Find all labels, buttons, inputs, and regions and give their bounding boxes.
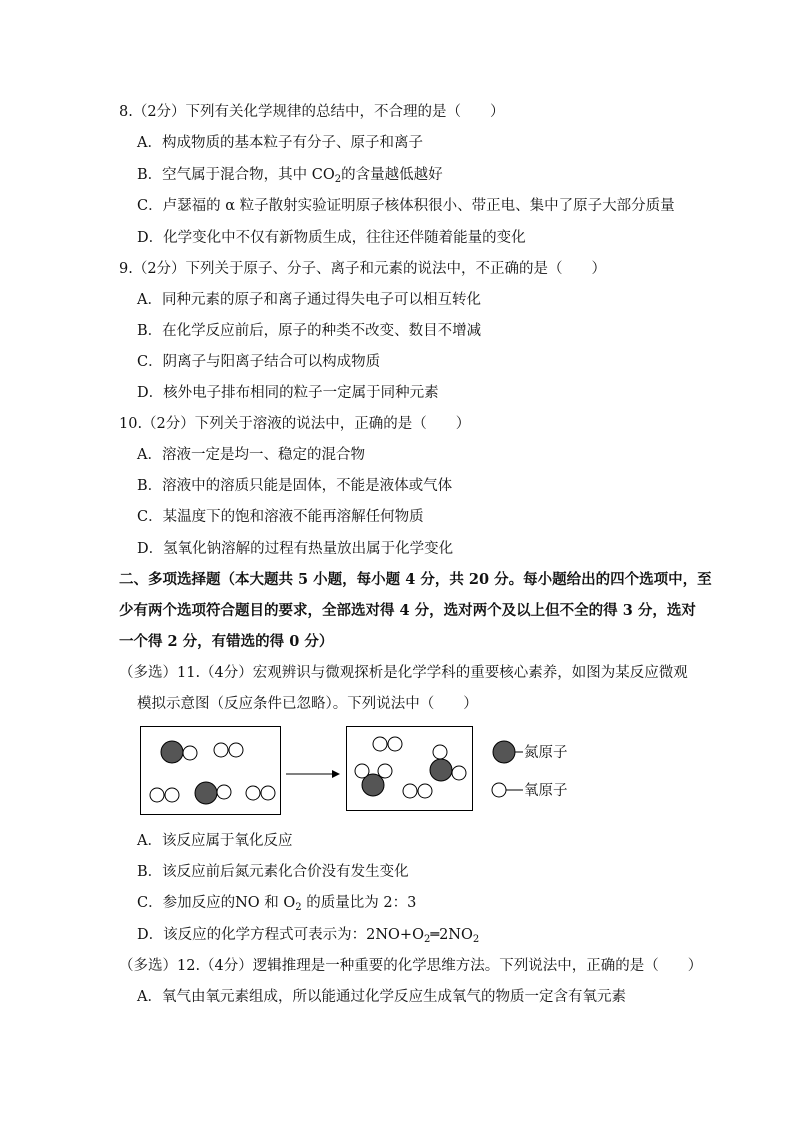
legend-nitrogen <box>493 741 568 763</box>
q8-option-a: A．构成物质的基本粒子有分子、原子和离子 <box>137 135 423 151</box>
reactant-o2-molecule <box>246 786 275 800</box>
oxygen-atom <box>433 745 447 759</box>
q10-option-a: A．溶液一定是均一、稳定的混合物 <box>137 447 365 463</box>
nitrogen-atom <box>195 782 217 804</box>
oxygen-atom <box>452 766 466 780</box>
oxygen-atom <box>403 784 417 798</box>
product-no2-molecule <box>355 764 392 796</box>
legend-oxygen-label: 氧原子 <box>524 783 568 799</box>
section-header-line-2: 少有两个选项符合题目的要求，全部选对得 4 分，选对两个及以上但不全的得 3 分，选对 <box>119 602 696 619</box>
q9-option-a: A．同种元素的原子和离子通过得失电子可以相互转化 <box>137 292 481 308</box>
oxygen-atom <box>418 784 432 798</box>
oxygen-atom <box>165 788 179 802</box>
q8-option-b: B．空气属于混合物，其中 $CO_2$的含量越低越好 <box>137 167 443 185</box>
reaction-diagram <box>140 726 580 822</box>
oxygen-atom <box>388 737 402 751</box>
q11-stem-line-1: （多选）11.（4分）宏观辨识与微观探析是化学学科的重要核心素养，如图为某反应微观 <box>119 665 688 681</box>
q9-stem: 9.（2分）下列关于原子、分子、离子和元素的说法中，不正确的是（ ） <box>119 261 607 277</box>
nitrogen-atom <box>430 759 452 781</box>
oxygen-atom <box>373 737 387 751</box>
nitrogen-atom <box>161 741 183 763</box>
product-o2-molecule <box>403 784 432 798</box>
q11-stem-line-2: 模拟示意图（反应条件已忽略）。下列说法中（ ） <box>137 696 478 712</box>
reactant-o2-molecule <box>150 788 179 802</box>
product-o2-molecule <box>373 737 402 751</box>
q12-stem: （多选）12.（4分）逻辑推理是一种重要的化学思维方法。下列说法中，正确的是（ ） <box>119 958 703 974</box>
oxygen-legend-icon <box>492 783 506 797</box>
product-no2-molecule <box>430 745 466 781</box>
oxygen-atom <box>214 743 228 757</box>
q11-option-c: C．参加反应的NO 和 $O_2$ 的质量比为 2：3 <box>137 895 417 913</box>
section-header-line-1: 二、多项选择题（本大题共 5 小题，每小题 4 分，共 20 分。每小题给出的四个选项中，至 <box>119 571 712 588</box>
reaction-arrow-icon <box>286 770 340 778</box>
oxygen-atom <box>217 785 231 799</box>
q12-option-a: A．氧气由氧元素组成，所以能通过化学反应生成氧气的物质一定含有氧元素 <box>137 989 626 1005</box>
oxygen-atom <box>183 746 197 760</box>
oxygen-atom <box>246 786 260 800</box>
oxygen-atom <box>355 764 369 778</box>
q9-option-b: B．在化学反应前后，原子的种类不改变、数目不增减 <box>137 323 482 339</box>
q10-option-d: D．氢氧化钠溶解的过程有热量放出属于化学变化 <box>137 541 454 557</box>
reactant-no-molecule <box>161 741 197 763</box>
q8-option-c: C．卢瑟福的 α 粒子散射实验证明原子核体积很小、带正电、集中了原子大部分质量 <box>137 198 675 214</box>
section-header-line-3: 一个得 2 分，有错选的得 0 分） <box>119 633 334 650</box>
q10-option-c: C．某温度下的饱和溶液不能再溶解任何物质 <box>137 509 424 525</box>
oxygen-atom <box>261 786 275 800</box>
q9-option-d: D．核外电子排布相同的粒子一定属于同种元素 <box>137 385 439 401</box>
oxygen-atom <box>378 764 392 778</box>
reactant-o2-molecule <box>214 743 243 757</box>
q9-option-c: C．阴离子与阳离子结合可以构成物质 <box>137 354 381 370</box>
reactant-no-molecule <box>195 782 231 804</box>
q11-option-d: D．该反应的化学方程式可表示为：$2NO+O_2═2NO_2$ <box>137 927 480 945</box>
legend-nitrogen-label: 氮原子 <box>524 745 568 761</box>
q10-option-b: B．溶液中的溶质只能是固体，不能是液体或气体 <box>137 478 453 494</box>
q10-stem: 10.（2分）下列关于溶液的说法中，正确的是（ ） <box>119 416 471 432</box>
q8-stem: 8.（2分）下列有关化学规律的总结中，不合理的是（ ） <box>119 104 505 120</box>
nitrogen-legend-icon <box>493 741 515 763</box>
q11-option-a: A．该反应属于氧化反应 <box>137 833 293 849</box>
oxygen-atom <box>229 743 243 757</box>
q11-option-b: B．该反应前后氮元素化合价没有发生变化 <box>137 864 409 880</box>
legend-oxygen <box>492 782 568 799</box>
q8-option-d: D．化学变化中不仅有新物质生成，往往还伴随着能量的变化 <box>137 230 526 246</box>
oxygen-atom <box>150 788 164 802</box>
